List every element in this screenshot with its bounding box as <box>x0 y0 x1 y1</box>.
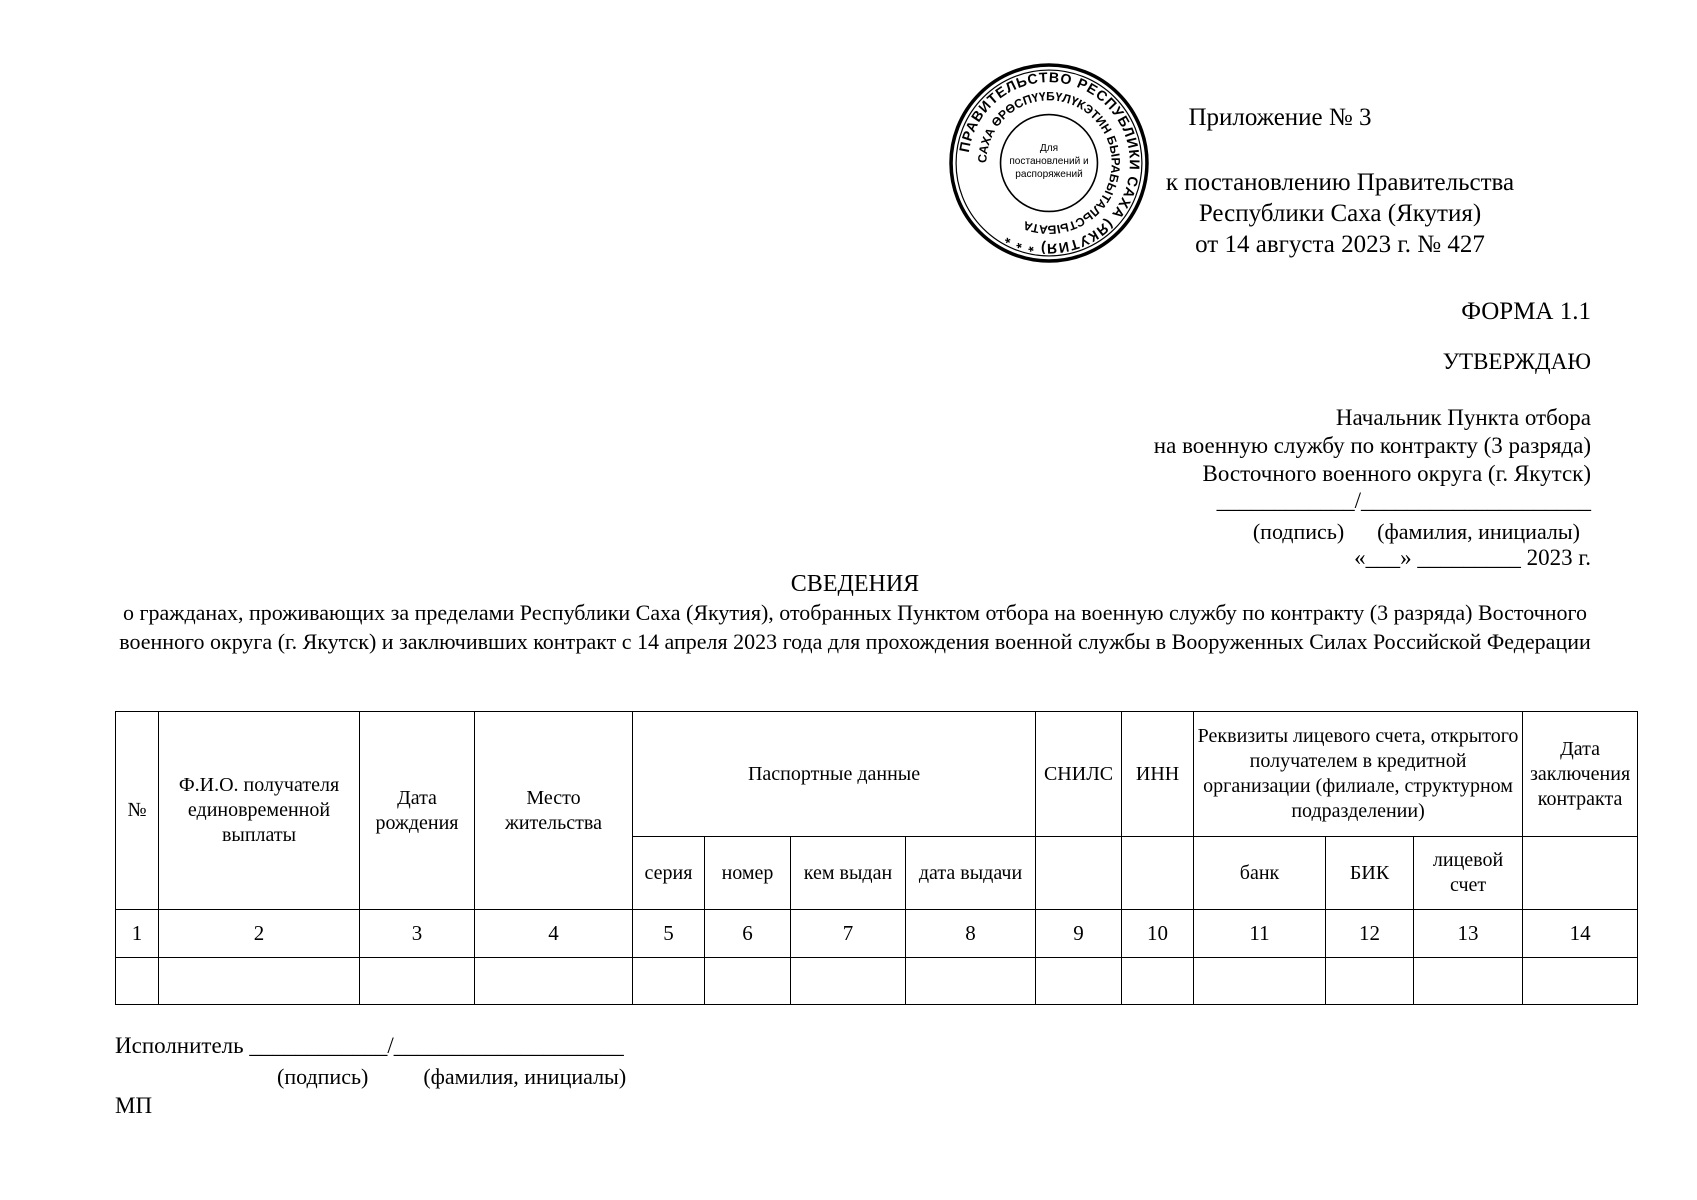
decree-line-3: от 14 августа 2023 г. № 427 <box>1195 231 1485 258</box>
header-inn-empty <box>1122 837 1194 910</box>
column-number: 4 <box>475 910 633 958</box>
column-number: 8 <box>906 910 1036 958</box>
empty-cell[interactable] <box>360 958 475 1005</box>
header-issue-date: дата выдачи <box>906 837 1036 910</box>
empty-cell[interactable] <box>116 958 159 1005</box>
column-number: 3 <box>360 910 475 958</box>
recipients-table <box>115 711 1638 1005</box>
table-header-row <box>116 712 1638 837</box>
document-subtitle: о гражданах, проживающих за пределами Республики Саха (Якутия), отобранных Пунктом отбора на военную службу по контракту (3 разряда) Восточного военного округа (г. Якутск) и заключивших контракт с 14 апреля 2023 года для прохождения военной службы в Вооруженных Силах Российской Федерации <box>119 600 1591 654</box>
column-number: 6 <box>705 910 791 958</box>
header-passport: Паспортные данные <box>633 712 1036 837</box>
column-number: 13 <box>1414 910 1523 958</box>
approval-date-line: «___» _________ 2023 г. <box>1354 545 1591 570</box>
executor-signature-line: Исполнитель ____________/____________________ <box>115 1033 624 1058</box>
header-account-number: лицевой счет <box>1414 837 1523 910</box>
seal-center-line-2: постановлений и <box>1009 156 1089 168</box>
executor-signature-captions: (подпись) (фамилия, инициалы) <box>277 1064 627 1089</box>
table-row <box>116 958 1638 1005</box>
header-issued-by: кем выдан <box>791 837 906 910</box>
column-number: 5 <box>633 910 705 958</box>
column-number: 10 <box>1122 910 1194 958</box>
seal-inner-text: САХА ӨРӨСПҮҮБҮЛҮКЭТИН БЫРАБЫТАЛЬСТЫБАТА <box>975 89 1123 237</box>
empty-cell[interactable] <box>906 958 1036 1005</box>
header-contract-empty <box>1523 837 1638 910</box>
approver-signature-captions: (подпись) (фамилия, инициалы) <box>1252 519 1580 544</box>
empty-cell[interactable] <box>1523 958 1638 1005</box>
column-number: 9 <box>1036 910 1122 958</box>
header-snils: СНИЛС <box>1036 712 1122 837</box>
approver-line-2: на военную службу по контракту (3 разряда) <box>1153 433 1591 458</box>
decree-line-2: Республики Саха (Якутия) <box>1198 200 1482 227</box>
empty-cell[interactable] <box>1036 958 1122 1005</box>
header-num: № <box>116 712 159 910</box>
decree-reference <box>1100 167 1580 260</box>
header-series: серия <box>633 837 705 910</box>
approve-heading: УТВЕРЖДАЮ <box>1442 349 1591 374</box>
seal-place-label: МП <box>115 1093 153 1118</box>
empty-cell[interactable] <box>633 958 705 1005</box>
seal-center-line-3: распоряжений <box>1015 169 1083 181</box>
empty-cell[interactable] <box>1326 958 1414 1005</box>
column-number: 2 <box>159 910 360 958</box>
seal-outer-text: ПРАВИТЕЛЬСТВО РЕСПУБЛИКИ САХА (ЯКУТИЯ) * * * <box>955 69 1143 257</box>
empty-cell[interactable] <box>1194 958 1326 1005</box>
empty-cell[interactable] <box>705 958 791 1005</box>
column-number: 1 <box>116 910 159 958</box>
header-account-details: Реквизиты лицевого счета, открытого получателем в кредитной организации (филиале, структурном подразделении) <box>1194 712 1523 837</box>
empty-cell[interactable] <box>1414 958 1523 1005</box>
approver-line-3: Восточного военного округа (г. Якутск) <box>1202 461 1591 486</box>
document-title: СВЕДЕНИЯ <box>790 571 920 597</box>
appendix-title: Приложение № 3 <box>1188 104 1372 131</box>
column-number: 7 <box>791 910 906 958</box>
header-bank: банк <box>1194 837 1326 910</box>
header-bik: БИК <box>1326 837 1414 910</box>
approver-block <box>1154 404 1591 488</box>
form-number: ФОРМА 1.1 <box>1461 298 1591 325</box>
decree-line-1: к постановлению Правительства <box>1165 169 1515 196</box>
column-number: 12 <box>1326 910 1414 958</box>
column-number: 14 <box>1523 910 1638 958</box>
approver-line-1: Начальник Пункта отбора <box>1335 405 1591 430</box>
empty-cell[interactable] <box>791 958 906 1005</box>
empty-cell[interactable] <box>159 958 360 1005</box>
header-birth-date: Дата рождения <box>360 712 475 910</box>
column-numbers-row <box>116 910 1638 958</box>
header-number: номер <box>705 837 791 910</box>
empty-cell[interactable] <box>1122 958 1194 1005</box>
seal-center-line-1: Для <box>1039 142 1059 154</box>
header-inn: ИНН <box>1122 712 1194 837</box>
header-contract-date: Дата заключения контракта <box>1523 712 1638 837</box>
header-snils-empty <box>1036 837 1122 910</box>
column-number: 11 <box>1194 910 1326 958</box>
approver-signature-line: ____________/____________________ <box>1216 488 1591 513</box>
header-residence: Место жительства <box>475 712 633 910</box>
header-fio: Ф.И.О. получателя единовременной выплаты <box>159 712 360 910</box>
empty-cell[interactable] <box>475 958 633 1005</box>
